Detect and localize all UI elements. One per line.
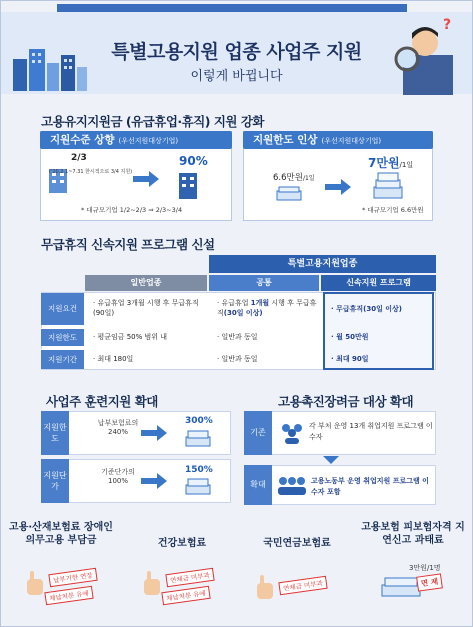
support-level-before-note: ('20.2.1~7.31 한시적으로 3/4 지원) bbox=[49, 169, 133, 175]
training-rate-label: 지원단가 bbox=[41, 459, 69, 503]
support-level-footnote: * 대규모기업 1/2~2/3 ⇒ 2/3~3/4 bbox=[81, 206, 183, 214]
col-fast: 신속지원 프로그램 bbox=[321, 275, 436, 291]
promotion-existing-label: 기존 bbox=[244, 411, 272, 455]
arrow-right-icon bbox=[325, 179, 351, 195]
general-requirement: · 유급휴업 3개월 시행 후 무급휴직(90일) bbox=[93, 299, 199, 317]
promotion-expanded-text: 고용노동부 운영 취업지원 프로그램 이수자 포함 bbox=[311, 477, 429, 496]
bottom-card-title: 고용·산재보험료 장애인 의무고용 부담금 bbox=[9, 522, 113, 546]
row-label-period: 지원기간 bbox=[41, 349, 84, 369]
bottom-card-title: 국민연금보험료 bbox=[263, 538, 331, 549]
stamp-label: 면 제 bbox=[416, 573, 443, 591]
top-bar bbox=[57, 4, 407, 12]
support-limit-footnote: * 대규모기업 6.6만원 bbox=[362, 206, 424, 214]
support-level-tab: 지원수준 상향 (우선지원대상기업) bbox=[40, 131, 232, 149]
arrow-right-icon bbox=[133, 171, 159, 187]
hand-icon bbox=[23, 569, 47, 597]
money-stack-icon bbox=[381, 575, 421, 597]
bottom-card-late-report-fine bbox=[357, 509, 469, 617]
page-subtitle: 이렇게 바뀝니다 bbox=[190, 69, 283, 84]
col-common: 공통 bbox=[209, 275, 319, 291]
general-period: · 최대 180일 bbox=[93, 355, 134, 363]
stamp-label: 납부기한 연장 bbox=[48, 568, 97, 588]
promotion-existing-text: 각 부처 운영 13개 취업지원 프로그램 이수자 bbox=[309, 422, 433, 441]
training-limit-before: 납부보험료의 240% bbox=[97, 419, 139, 436]
fast-period: · 최대 90일 bbox=[331, 355, 369, 363]
fast-limit: · 월 50만원 bbox=[331, 333, 369, 341]
training-rate-after: 150% bbox=[185, 465, 213, 475]
stamp-label: 연체금 미부과 bbox=[278, 576, 327, 596]
chevron-down-icon bbox=[323, 456, 339, 464]
bottom-card-national-pension bbox=[241, 509, 353, 617]
col-general: 일반업종 bbox=[85, 275, 207, 291]
stamp-label: 체납처분 유예 bbox=[161, 586, 210, 606]
row-label-requirement: 지원요건 bbox=[41, 293, 84, 325]
svg-text:?: ? bbox=[443, 17, 452, 33]
fast-requirement: · 무급휴직(30일 이상) bbox=[331, 305, 403, 313]
bottom-card-title: 고용보험 피보험자격 지연신고 과태료 bbox=[361, 522, 465, 546]
stamp-label: 체납처분 유예 bbox=[44, 586, 93, 606]
page-title: 특별고용지원 업종 사업주 지원 bbox=[111, 41, 362, 63]
fine-amount: 3만원/1명 bbox=[409, 564, 441, 572]
promotion-expanded-label: 확대 bbox=[244, 465, 272, 505]
hand-icon bbox=[140, 569, 164, 597]
arrow-right-icon bbox=[141, 425, 167, 441]
common-requirement: · 유급휴업 1개월 시행 후 무급휴직(30일 이상) bbox=[217, 299, 317, 317]
common-limit: · 일반과 동일 bbox=[217, 333, 258, 341]
section2-title: 무급휴직 신속지원 프로그램 신설 bbox=[41, 237, 215, 252]
money-stack-icon bbox=[276, 185, 302, 201]
section1-title: 고용유지지원금 (유급휴업·휴직) 지원 강화 bbox=[41, 114, 265, 129]
section4-title: 고용촉진장려금 대상 확대 bbox=[278, 394, 414, 409]
training-limit-label: 지원한도 bbox=[41, 411, 69, 455]
support-level-after: 90% bbox=[179, 154, 208, 168]
arrow-right-icon bbox=[141, 473, 167, 489]
section3-title: 사업주 훈련지원 확대 bbox=[46, 394, 158, 409]
money-stack-icon bbox=[185, 477, 211, 495]
support-limit-after: 7만원/1일 bbox=[368, 156, 414, 170]
row-label-limit: 지원한도 bbox=[41, 328, 84, 346]
support-limit-tab: 지원한도 인상 (우선지원대상기업) bbox=[243, 131, 433, 149]
general-limit: · 평균임금 50% 범위 내 bbox=[93, 333, 168, 341]
stamp-label: 연체금 미부과 bbox=[165, 568, 214, 588]
support-level-before: 2/3 bbox=[71, 153, 87, 163]
bottom-card-health-insurance bbox=[126, 509, 238, 617]
special-industry-header: 특별고용지원업종 bbox=[209, 255, 436, 273]
support-limit-before: 6.6만원/1일 bbox=[273, 173, 315, 183]
money-stack-icon bbox=[373, 171, 403, 199]
training-limit-after: 300% bbox=[185, 416, 213, 426]
building-icon bbox=[177, 171, 199, 199]
bottom-card-employment-insurance bbox=[5, 509, 117, 617]
common-period: · 일반과 동일 bbox=[217, 355, 258, 363]
money-stack-icon bbox=[185, 429, 211, 447]
people-group-icon bbox=[279, 421, 305, 445]
hand-icon bbox=[253, 573, 277, 601]
bottom-card-title: 건강보험료 bbox=[157, 538, 207, 549]
training-rate-before: 기준단가의 100% bbox=[101, 468, 135, 485]
people-group-icon bbox=[277, 473, 307, 497]
